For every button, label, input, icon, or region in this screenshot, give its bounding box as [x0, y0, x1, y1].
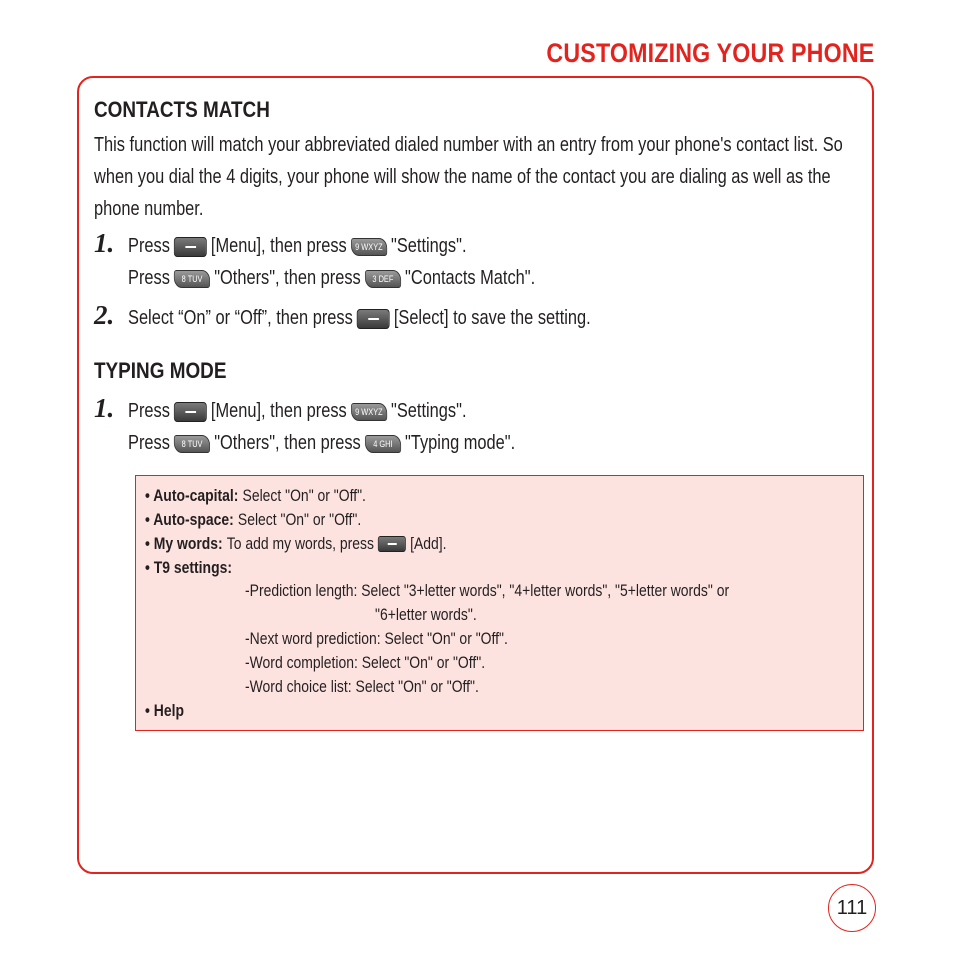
step-text: Press: [128, 267, 170, 289]
tip-t9-prediction-length: -Prediction length: Select "3+letter words", "4+letter words", "5+letter words" or: [245, 581, 730, 600]
page-number: 111: [828, 884, 876, 932]
step-text: "Typing mode".: [405, 432, 516, 454]
select-softkey-icon: [357, 309, 390, 329]
tip-t9-word-choice: -Word choice list: Select "On" or "Off".: [245, 677, 479, 696]
typing-mode-step-1-line-1: [128, 400, 467, 423]
contacts-match-step-2-line-1: [128, 307, 591, 330]
tip-t9-settings: [145, 558, 236, 578]
tip-t9-next-word: -Next word prediction: Select "On" or "Off".: [245, 629, 508, 648]
step-text: "Others", then press: [214, 267, 361, 289]
key-3-icon: 3 DEF: [365, 270, 401, 288]
tip-label: • Auto-space:: [145, 510, 234, 529]
key-4-icon: 4 GHI: [365, 435, 401, 453]
contacts-match-heading: CONTACTS MATCH: [94, 97, 270, 122]
contacts-match-description: This function will match your abbreviated dialed number with an entry from your phone's contact list. So when you dial the 4 digits, your phone will show the name of the contact you are dialing as well as the phone number.: [94, 134, 843, 220]
tip-text: Select "On" or "Off".: [242, 486, 366, 505]
step-text: [Menu], then press: [210, 400, 347, 422]
add-softkey-icon: [378, 536, 406, 552]
typing-mode-heading: TYPING MODE: [94, 358, 227, 383]
tip-text: [Add].: [410, 534, 447, 553]
key-8-icon: 8 TUV: [174, 270, 210, 288]
key-9-icon: 9 WXYZ: [351, 238, 387, 256]
menu-softkey-icon: [174, 402, 207, 422]
menu-softkey-icon: [174, 237, 207, 257]
page-header-title: CUSTOMIZING YOUR PHONE: [545, 38, 874, 68]
tip-text: To add my words, press: [226, 534, 374, 553]
tip-label: • T9 settings:: [145, 558, 232, 577]
contacts-match-step-1-line-1: [128, 235, 467, 258]
key-8-icon: 8 TUV: [174, 435, 210, 453]
step-text: Press: [128, 235, 170, 257]
step-text: Press: [128, 400, 170, 422]
key-9-icon: 9 WXYZ: [351, 403, 387, 421]
step-text: [Select] to save the setting.: [393, 307, 591, 329]
tip-my-words: [145, 534, 447, 554]
step-text: "Settings".: [391, 235, 467, 257]
step-text: Press: [128, 432, 170, 454]
tip-t9-prediction-length-cont: "6+letter words".: [375, 605, 477, 624]
contacts-match-step-1-line-2: [128, 267, 535, 290]
tip-help: [145, 701, 188, 721]
tip-label: • Help: [145, 701, 184, 720]
step-text: "Others", then press: [214, 432, 361, 454]
step-text: [Menu], then press: [210, 235, 347, 257]
tip-t9-word-completion: -Word completion: Select "On" or "Off".: [245, 653, 486, 672]
tip-auto-space: [145, 510, 361, 530]
tip-text: Select "On" or "Off".: [237, 510, 362, 529]
tip-label: • My words:: [145, 534, 223, 553]
step-text: Select “On” or “Off”, then press: [128, 307, 353, 329]
typing-mode-step-1-number: 1.: [94, 393, 115, 423]
step-text: "Contacts Match".: [405, 267, 536, 289]
tip-label: • Auto-capital:: [145, 486, 239, 505]
tip-auto-capital: [145, 486, 366, 506]
contacts-match-step-1-number: 1.: [94, 228, 115, 258]
step-text: "Settings".: [391, 400, 467, 422]
contacts-match-step-2-number: 2.: [94, 300, 115, 330]
typing-mode-step-1-line-2: [128, 432, 515, 455]
